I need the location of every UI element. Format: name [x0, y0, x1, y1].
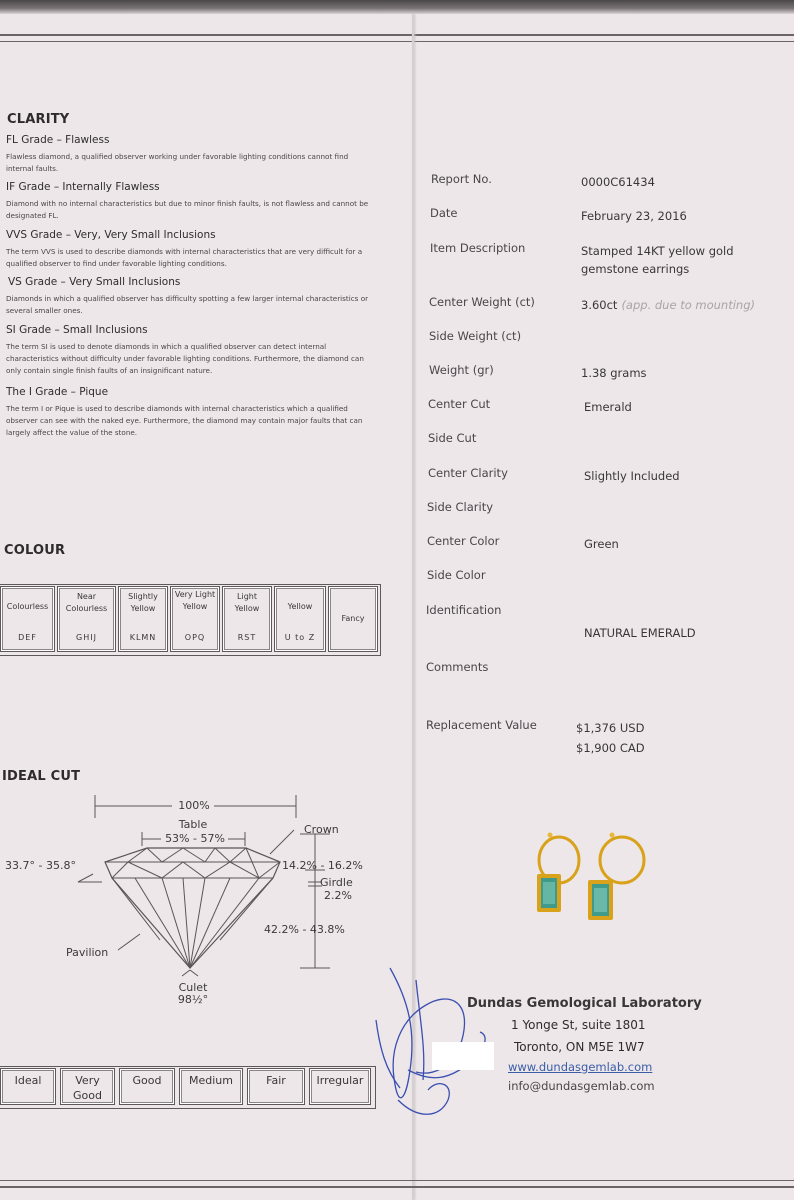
colour-grade-name: Slightly Yellow [128, 592, 158, 613]
colour-grade-name: Light Yellow [234, 592, 260, 613]
report-field-value [584, 535, 794, 553]
report-field-label: Center Color [427, 534, 500, 548]
cut-grade-cell: Ideal [0, 1068, 56, 1105]
bottom-rule-inner [0, 1180, 794, 1181]
cut-culet-label: Culet [178, 981, 208, 994]
report-field-label: Side Clarity [427, 500, 494, 514]
report-field-value [581, 242, 791, 278]
report-field-label: Center Cut [428, 397, 491, 411]
report-field-value [581, 364, 791, 382]
ideal-cut-heading: IDEAL CUT [2, 769, 81, 784]
report-field-value [576, 719, 786, 757]
clarity-grade-description: Diamond with no internal characteristics but due to minor finish faults, is not flawless and cannot be designated FL. [6, 199, 369, 220]
report-field-label: Center Clarity [428, 466, 508, 480]
report-field-value-text: 0000C61434 [581, 175, 655, 189]
colour-grade-name: Fancy [341, 614, 365, 623]
colour-grade-letters: KLMN [129, 633, 157, 642]
colour-heading: COLOUR [4, 543, 66, 558]
cut-girdle-value: 2.2% [324, 889, 352, 902]
clarity-grade-title: IF Grade – Internally Flawless [6, 181, 160, 193]
cut-width-label: 100% [178, 799, 210, 812]
report-field-label: Center Weight (ct) [429, 295, 535, 309]
report-field-label: Side Color [427, 568, 486, 582]
report-field-value [584, 624, 794, 642]
colour-grade-name: Very Light Yellow [174, 590, 216, 611]
cut-pavilion-depth-label: 42.2% - 43.8% [264, 923, 345, 936]
colour-grade-cell [118, 586, 168, 652]
clarity-grade-description: Flawless diamond, a qualified observer working under favorable lighting conditions cannot find internal faults. [6, 152, 349, 173]
colour-grade-name: Yellow [287, 602, 313, 611]
report-field-label: Identification [426, 603, 502, 617]
colour-grade-name: Near Colourless [65, 592, 108, 613]
cut-grade-cell: Fair [247, 1068, 305, 1105]
report-field-value [581, 207, 791, 225]
clarity-grade-title: FL Grade – Flawless [6, 134, 110, 146]
report-field-value [584, 467, 794, 485]
clarity-grade-title: The I Grade – Pique [6, 386, 109, 398]
report-field-note: (app. due to mounting) [621, 298, 755, 312]
cut-crown-angle-label: 33.7° - 35.8° [5, 859, 76, 872]
lab-address-line1: 1 Yonge St, suite 1801 [511, 1018, 646, 1032]
cut-grade-cell: Irregular [309, 1068, 371, 1105]
lab-website-link[interactable]: www.dundasgemlab.com [508, 1060, 653, 1074]
bottom-rule [0, 1186, 794, 1188]
cut-table-label: Table [178, 818, 208, 831]
report-field-value [581, 296, 791, 314]
report-field-value-text: Emerald [584, 400, 632, 414]
report-field-value-text: Stamped 14KT yellow gold gemstone earrings [581, 244, 734, 276]
cut-culet-value: 98½° [177, 993, 209, 1006]
cut-girdle-label: Girdle [320, 876, 353, 889]
colour-grade-letters: GHIJ [76, 633, 97, 642]
report-field-label: Report No. [431, 172, 492, 186]
report-field-value-text: 3.60ct [581, 298, 618, 312]
lab-email: info@dundasgemlab.com [508, 1079, 655, 1093]
cut-grade-cell: Good [119, 1068, 175, 1105]
colour-grade-name: Colourless [6, 602, 49, 611]
colour-grade-letters: U to Z [284, 633, 316, 642]
report-field-label: Side Weight (ct) [429, 329, 522, 343]
colour-grade-cell [57, 586, 116, 652]
report-field-label: Date [430, 206, 458, 220]
report-field-label: Item Description [430, 241, 526, 255]
report-field-value-text: $1,376 USD [576, 721, 645, 735]
clarity-heading: CLARITY [7, 112, 70, 127]
colour-grade-cell [170, 586, 220, 652]
cut-crown-label: Crown [304, 823, 339, 836]
earrings-photo [526, 826, 656, 926]
report-field-label: Replacement Value [426, 718, 537, 732]
report-field-value-secondary: $1,900 CAD [576, 741, 645, 755]
cut-table-range-label: 53% - 57% [165, 832, 225, 845]
colour-grade-cell [0, 586, 55, 652]
colour-grade-letters: RST [237, 633, 257, 642]
lab-address-line2: Toronto, ON M5E 1W7 [514, 1040, 645, 1054]
cut-crown-height-label: 14.2% - 16.2% [282, 859, 363, 872]
clarity-grade-description: The term I or Pique is used to describe diamonds with internal characteristics which a qualified observer can see with the naked eye. Furthermore, the diamond may contain major faults that can largely affect the value of the stone. [6, 404, 363, 437]
clarity-grade-title: VVS Grade – Very, Very Small Inclusions [6, 229, 216, 241]
cut-pavilion-label: Pavilion [66, 946, 109, 959]
report-field-value-text: 1.38 grams [581, 366, 647, 380]
report-field-value-text: February 23, 2016 [581, 209, 687, 223]
cut-grade-cell: Very Good [60, 1068, 115, 1105]
top-rule [0, 34, 794, 36]
redaction-box [432, 1042, 494, 1070]
report-field-value-text: Slightly Included [584, 469, 680, 483]
cut-grade-cell: Medium [179, 1068, 243, 1105]
clarity-grade-description: The term SI is used to denote diamonds in which a qualified observer can detect internal characteristics without difficulty under favorable lighting conditions. Furthermore, the diamond can only contain single finish faults of an insignificant nature. [6, 342, 364, 375]
report-field-value-text: Green [584, 537, 619, 551]
colour-grade-cell [222, 586, 272, 652]
report-field-value [581, 173, 791, 191]
report-field-value-text: NATURAL EMERALD [584, 626, 696, 640]
report-field-label: Weight (gr) [429, 363, 494, 377]
report-field-label: Comments [426, 660, 489, 674]
clarity-grade-description: Diamonds in which a qualified observer has difficulty spotting a few larger internal characteristics or several smaller ones. [6, 294, 369, 315]
colour-grade-cell [328, 586, 378, 652]
clarity-grade-title: SI Grade – Small Inclusions [6, 324, 148, 336]
colour-grade-letters: DEF [18, 633, 37, 642]
colour-grade-cell [274, 586, 326, 652]
lab-name: Dundas Gemological Laboratory [467, 996, 702, 1011]
clarity-grade-description: The term VVS is used to describe diamonds with internal characteristics that are very difficult for a qualified observer to find under favorable lighting conditions. [6, 247, 363, 268]
colour-grade-letters: OPQ [184, 633, 206, 642]
top-rule-inner [0, 41, 794, 42]
report-field-label: Side Cut [428, 431, 477, 445]
top-edge-shadow [0, 0, 794, 14]
report-field-value [584, 398, 794, 416]
clarity-grade-title: VS Grade – Very Small Inclusions [8, 276, 181, 288]
